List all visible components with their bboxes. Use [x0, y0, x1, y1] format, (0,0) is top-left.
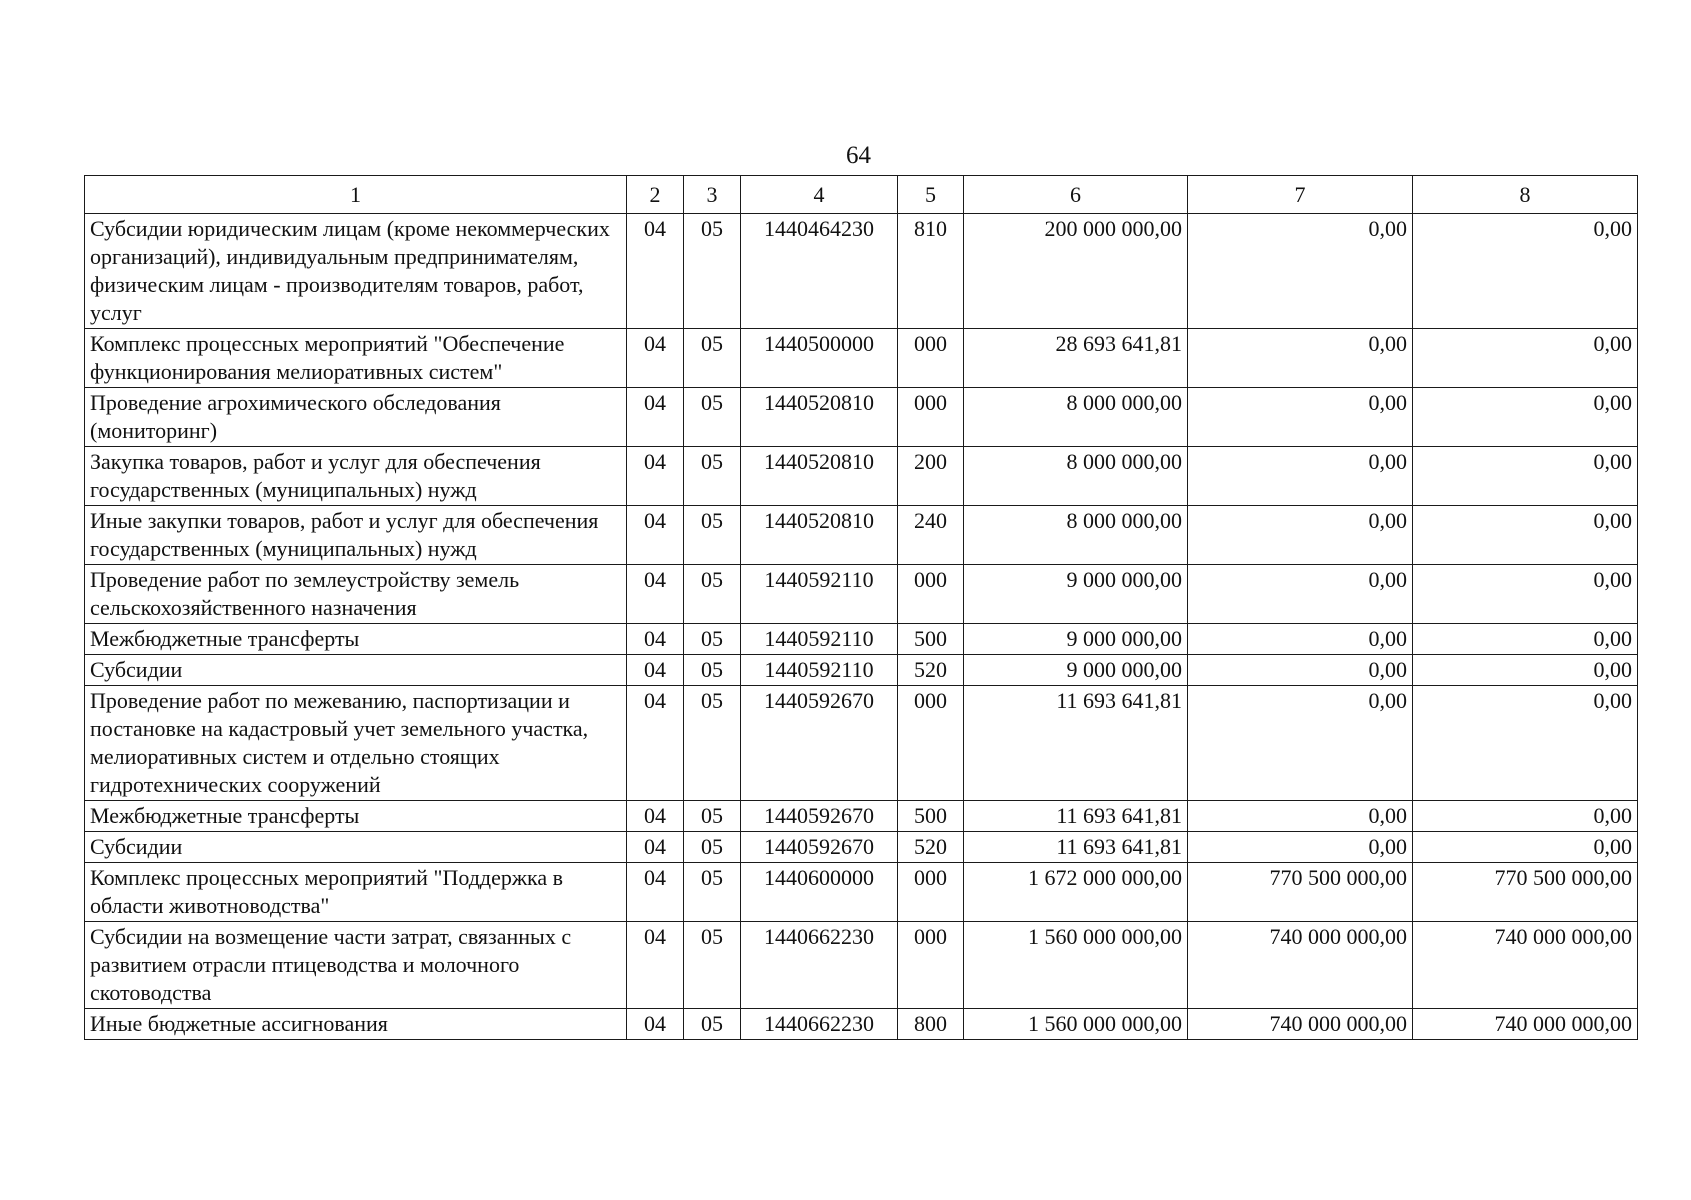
row-target-code: 1440592110 [741, 565, 898, 624]
row-name: Комплекс процессных мероприятий "Обеспечение функционирования мелиоративных систем" [85, 329, 627, 388]
row-amount-8: 0,00 [1413, 214, 1638, 329]
row-amount-6: 8 000 000,00 [964, 388, 1188, 447]
row-amount-7: 0,00 [1188, 624, 1413, 655]
row-target-code: 1440592110 [741, 655, 898, 686]
row-subsection: 05 [684, 565, 741, 624]
row-name: Межбюджетные трансферты [85, 624, 627, 655]
row-amount-6: 9 000 000,00 [964, 655, 1188, 686]
row-expense-type: 800 [898, 1009, 964, 1040]
row-subsection: 05 [684, 655, 741, 686]
row-expense-type: 000 [898, 863, 964, 922]
row-target-code: 1440662230 [741, 922, 898, 1009]
row-amount-6: 11 693 641,81 [964, 832, 1188, 863]
table-row [85, 922, 1638, 1009]
row-section: 04 [627, 388, 684, 447]
page-number: 64 [846, 142, 871, 169]
row-subsection: 05 [684, 832, 741, 863]
row-expense-type: 520 [898, 655, 964, 686]
row-amount-7: 0,00 [1188, 655, 1413, 686]
row-amount-7: 740 000 000,00 [1188, 1009, 1413, 1040]
table-row [85, 329, 1638, 388]
row-expense-type: 520 [898, 832, 964, 863]
row-subsection: 05 [684, 329, 741, 388]
row-amount-8: 0,00 [1413, 686, 1638, 801]
row-amount-8: 0,00 [1413, 655, 1638, 686]
row-name: Проведение работ по межеванию, паспортизации и постановке на кадастровый учет земельного участка, мелиоративных систем и отдельно стоящих гидротехнических сооружений [85, 686, 627, 801]
row-section: 04 [627, 565, 684, 624]
table-body [85, 214, 1638, 1040]
row-amount-8: 0,00 [1413, 832, 1638, 863]
col-header-5: 5 [898, 176, 964, 214]
row-subsection: 05 [684, 388, 741, 447]
row-name: Субсидии [85, 655, 627, 686]
row-amount-8: 0,00 [1413, 329, 1638, 388]
row-subsection: 05 [684, 686, 741, 801]
row-section: 04 [627, 686, 684, 801]
row-amount-6: 28 693 641,81 [964, 329, 1188, 388]
row-section: 04 [627, 214, 684, 329]
row-section: 04 [627, 506, 684, 565]
row-amount-6: 1 672 000 000,00 [964, 863, 1188, 922]
row-amount-7: 0,00 [1188, 447, 1413, 506]
row-amount-8: 740 000 000,00 [1413, 922, 1638, 1009]
row-target-code: 1440592670 [741, 686, 898, 801]
row-expense-type: 000 [898, 565, 964, 624]
row-target-code: 1440592670 [741, 832, 898, 863]
row-amount-8: 0,00 [1413, 506, 1638, 565]
row-amount-6: 8 000 000,00 [964, 447, 1188, 506]
row-expense-type: 000 [898, 329, 964, 388]
table-row [85, 832, 1638, 863]
row-amount-6: 9 000 000,00 [964, 565, 1188, 624]
row-target-code: 1440500000 [741, 329, 898, 388]
row-section: 04 [627, 329, 684, 388]
row-amount-7: 0,00 [1188, 565, 1413, 624]
table-row [85, 447, 1638, 506]
col-header-2: 2 [627, 176, 684, 214]
row-subsection: 05 [684, 1009, 741, 1040]
row-section: 04 [627, 832, 684, 863]
row-name: Субсидии [85, 832, 627, 863]
row-name: Проведение работ по землеустройству земель сельскохозяйственного назначения [85, 565, 627, 624]
row-section: 04 [627, 447, 684, 506]
row-amount-8: 0,00 [1413, 447, 1638, 506]
row-amount-7: 0,00 [1188, 832, 1413, 863]
row-amount-6: 11 693 641,81 [964, 801, 1188, 832]
row-target-code: 1440592670 [741, 801, 898, 832]
row-section: 04 [627, 624, 684, 655]
row-amount-7: 0,00 [1188, 506, 1413, 565]
table-row [85, 655, 1638, 686]
table-row [85, 863, 1638, 922]
row-expense-type: 200 [898, 447, 964, 506]
table-row [85, 388, 1638, 447]
col-header-3: 3 [684, 176, 741, 214]
row-amount-7: 0,00 [1188, 801, 1413, 832]
row-amount-6: 1 560 000 000,00 [964, 1009, 1188, 1040]
col-header-8: 8 [1413, 176, 1638, 214]
row-name: Проведение агрохимического обследования (мониторинг) [85, 388, 627, 447]
header-row [85, 176, 1638, 214]
row-amount-7: 0,00 [1188, 388, 1413, 447]
row-target-code: 1440592110 [741, 624, 898, 655]
row-amount-7: 0,00 [1188, 329, 1413, 388]
row-amount-6: 1 560 000 000,00 [964, 922, 1188, 1009]
col-header-7: 7 [1188, 176, 1413, 214]
row-subsection: 05 [684, 863, 741, 922]
row-amount-8: 0,00 [1413, 624, 1638, 655]
row-amount-7: 0,00 [1188, 214, 1413, 329]
row-amount-8: 740 000 000,00 [1413, 1009, 1638, 1040]
row-expense-type: 000 [898, 922, 964, 1009]
row-name: Иные бюджетные ассигнования [85, 1009, 627, 1040]
row-expense-type: 500 [898, 624, 964, 655]
row-section: 04 [627, 863, 684, 922]
row-amount-7: 770 500 000,00 [1188, 863, 1413, 922]
row-name: Субсидии юридическим лицам (кроме некоммерческих организаций), индивидуальным предпринимателям, физическим лицам - производителям товаров, работ, услуг [85, 214, 627, 329]
row-subsection: 05 [684, 922, 741, 1009]
row-section: 04 [627, 801, 684, 832]
row-subsection: 05 [684, 801, 741, 832]
row-amount-6: 200 000 000,00 [964, 214, 1188, 329]
row-amount-7: 0,00 [1188, 686, 1413, 801]
col-header-1: 1 [85, 176, 627, 214]
col-header-4: 4 [741, 176, 898, 214]
row-amount-8: 0,00 [1413, 801, 1638, 832]
table-row [85, 801, 1638, 832]
table-row [85, 214, 1638, 329]
row-expense-type: 000 [898, 686, 964, 801]
row-amount-7: 740 000 000,00 [1188, 922, 1413, 1009]
row-amount-6: 11 693 641,81 [964, 686, 1188, 801]
row-subsection: 05 [684, 624, 741, 655]
table-row [85, 565, 1638, 624]
row-name: Субсидии на возмещение части затрат, связанных с развитием отрасли птицеводства и молочного скотоводства [85, 922, 627, 1009]
budget-table [84, 175, 1638, 1040]
row-expense-type: 000 [898, 388, 964, 447]
row-target-code: 1440464230 [741, 214, 898, 329]
row-amount-6: 8 000 000,00 [964, 506, 1188, 565]
row-target-code: 1440520810 [741, 506, 898, 565]
row-section: 04 [627, 922, 684, 1009]
row-target-code: 1440520810 [741, 388, 898, 447]
row-name: Межбюджетные трансферты [85, 801, 627, 832]
row-name: Иные закупки товаров, работ и услуг для обеспечения государственных (муниципальных) нужд [85, 506, 627, 565]
row-amount-8: 0,00 [1413, 565, 1638, 624]
col-header-6: 6 [964, 176, 1188, 214]
row-subsection: 05 [684, 447, 741, 506]
row-target-code: 1440600000 [741, 863, 898, 922]
row-name: Закупка товаров, работ и услуг для обеспечения государственных (муниципальных) нужд [85, 447, 627, 506]
row-expense-type: 810 [898, 214, 964, 329]
row-section: 04 [627, 1009, 684, 1040]
table-row [85, 1009, 1638, 1040]
row-subsection: 05 [684, 506, 741, 565]
row-name: Комплекс процессных мероприятий "Поддержка в области животноводства" [85, 863, 627, 922]
row-expense-type: 500 [898, 801, 964, 832]
table-row [85, 686, 1638, 801]
row-amount-8: 0,00 [1413, 388, 1638, 447]
table-row [85, 624, 1638, 655]
row-subsection: 05 [684, 214, 741, 329]
row-target-code: 1440520810 [741, 447, 898, 506]
row-amount-6: 9 000 000,00 [964, 624, 1188, 655]
row-expense-type: 240 [898, 506, 964, 565]
row-amount-8: 770 500 000,00 [1413, 863, 1638, 922]
row-target-code: 1440662230 [741, 1009, 898, 1040]
table-row [85, 506, 1638, 565]
row-section: 04 [627, 655, 684, 686]
